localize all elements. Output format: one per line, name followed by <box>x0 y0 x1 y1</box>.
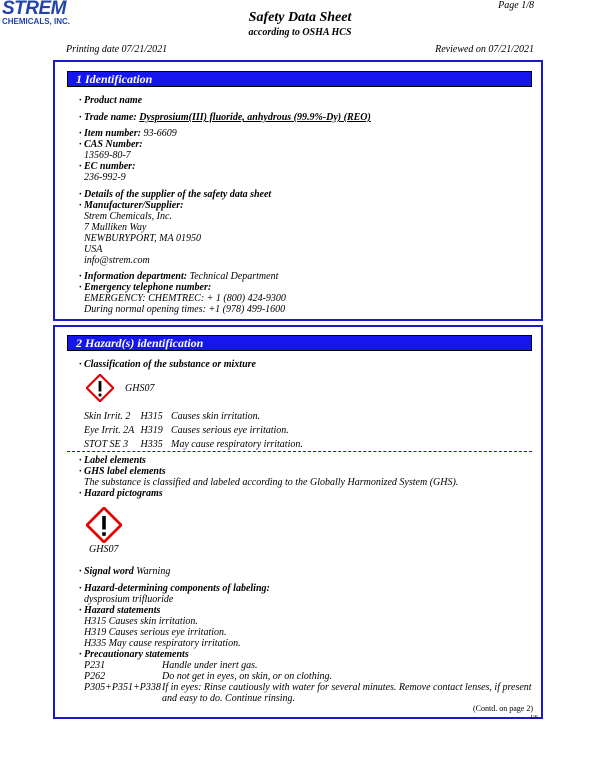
manufacturer-line: USA <box>84 244 103 255</box>
page-number: Page 1/8 <box>498 0 534 11</box>
info-dept-value: Technical Department <box>189 271 279 282</box>
hazard-class: Eye Irrit. 2A <box>84 425 135 436</box>
hazard-components-label: · Hazard-determining components of labeling: <box>79 583 270 594</box>
ghs-statement: The substance is classified and labeled according to the Globally Harmonized System (GHS). <box>84 477 459 488</box>
hazard-code: H319 <box>140 425 163 436</box>
manufacturer-line: 7 Mulliken Way <box>84 222 147 233</box>
hazard-code: H335 <box>140 439 163 450</box>
exclamation-pictogram-icon <box>86 374 114 402</box>
section-heading: 2 Hazard(s) identification <box>67 335 532 351</box>
document-subtitle: according to OSHA HCS <box>248 27 352 38</box>
precautionary-label: · Precautionary statements <box>79 649 189 660</box>
hazard-text: Causes skin irritation. <box>171 411 261 422</box>
logo-subline: CHEMICALS, INC. <box>2 17 70 26</box>
precautionary-text: Handle under inert gas. <box>162 660 258 671</box>
section-identification <box>53 60 543 321</box>
manufacturer-line: NEWBURYPORT, MA 01950 <box>84 233 201 244</box>
trade-name-label: · Trade name: <box>79 112 137 123</box>
section-heading: 1 Identification <box>67 71 532 87</box>
office-phone: During normal opening times: +1 (978) 499-1600 <box>84 304 286 315</box>
continued-note: (Contd. on page 2) <box>473 704 533 713</box>
hazard-statement: H315 Causes skin irritation. <box>84 616 198 627</box>
classification-label: · Classification of the substance or mixture <box>79 359 256 370</box>
trade-name-value: Dysprosium(III) fluoride, anhydrous (99.9%-Dy) (REO) <box>139 112 371 123</box>
section-divider <box>67 451 532 452</box>
hazard-row <box>84 411 260 422</box>
hazard-statement: H319 Causes serious eye irritation. <box>84 627 227 638</box>
item-number-value: 93-6609 <box>143 128 177 139</box>
printing-date: Printing date 07/21/2021 <box>66 44 168 55</box>
ghs-code: GHS07 <box>125 383 155 394</box>
pictogram-caption: GHS07 <box>89 544 119 555</box>
document-title: Safety Data Sheet <box>248 10 352 25</box>
ec-value: 236-992-9 <box>84 172 126 183</box>
precautionary-code: P305+P351+P338 <box>84 682 161 693</box>
precautionary-code: P231 <box>84 660 106 671</box>
manufacturer-label: · Manufacturer/Supplier: <box>79 200 184 211</box>
hazard-statements-label: · Hazard statements <box>79 605 161 616</box>
label-elements-label: · Label elements <box>79 455 146 466</box>
manufacturer-email: info@strem.com <box>84 255 150 266</box>
cas-value: 13569-80-7 <box>84 150 131 161</box>
hazard-row <box>84 439 303 450</box>
info-dept-label: · Information department: <box>79 271 188 282</box>
hazard-row <box>84 425 289 436</box>
signal-word-value: Warning <box>136 566 171 577</box>
hazard-code: H315 <box>140 411 163 422</box>
ghs-label-elements-label: · GHS label elements <box>79 466 166 477</box>
item-number-label: · Item number: <box>79 128 141 139</box>
hazard-text: May cause respiratory irritation. <box>171 439 303 450</box>
footer-tag: US <box>530 715 538 721</box>
section-hazards <box>53 325 543 719</box>
emergency-phone: EMERGENCY: CHEMTREC: + 1 (800) 424-9300 <box>84 293 286 304</box>
hazard-pictograms-label: · Hazard pictograms <box>79 488 163 499</box>
signal-word-label: · Signal word <box>79 566 134 577</box>
exclamation-pictogram-icon <box>86 507 122 543</box>
logo-wordmark: STREM <box>2 0 66 19</box>
hazard-statement: H335 May cause respiratory irritation. <box>84 638 241 649</box>
signal-word-row <box>79 566 170 577</box>
info-dept-row <box>79 271 278 282</box>
hazard-class: Skin Irrit. 2 <box>84 411 131 422</box>
reviewed-date: Reviewed on 07/21/2021 <box>435 44 534 55</box>
precautionary-text: If in eyes: Rinse cautiously with water for several minutes. Remove contact lenses, if present and easy to do. Continue rinsing. <box>162 682 532 704</box>
ec-label: · EC number: <box>79 161 136 172</box>
hazard-text: Causes serious eye irritation. <box>171 425 289 436</box>
emergency-label: · Emergency telephone number: <box>79 282 212 293</box>
manufacturer-line: Strem Chemicals, Inc. <box>84 211 172 222</box>
cas-label: · CAS Number: <box>79 139 143 150</box>
item-number-row <box>79 128 177 139</box>
product-name-label: · Product name <box>79 95 143 106</box>
hazard-class: STOT SE 3 <box>84 439 129 450</box>
hazard-components-value: dysprosium trifluoride <box>84 594 174 605</box>
precautionary-code: P262 <box>84 671 106 682</box>
trade-name-row <box>79 112 371 123</box>
precautionary-text: Do not get in eyes, on skin, or on clothing. <box>162 671 332 682</box>
supplier-details-label: · Details of the supplier of the safety data sheet <box>79 189 272 200</box>
